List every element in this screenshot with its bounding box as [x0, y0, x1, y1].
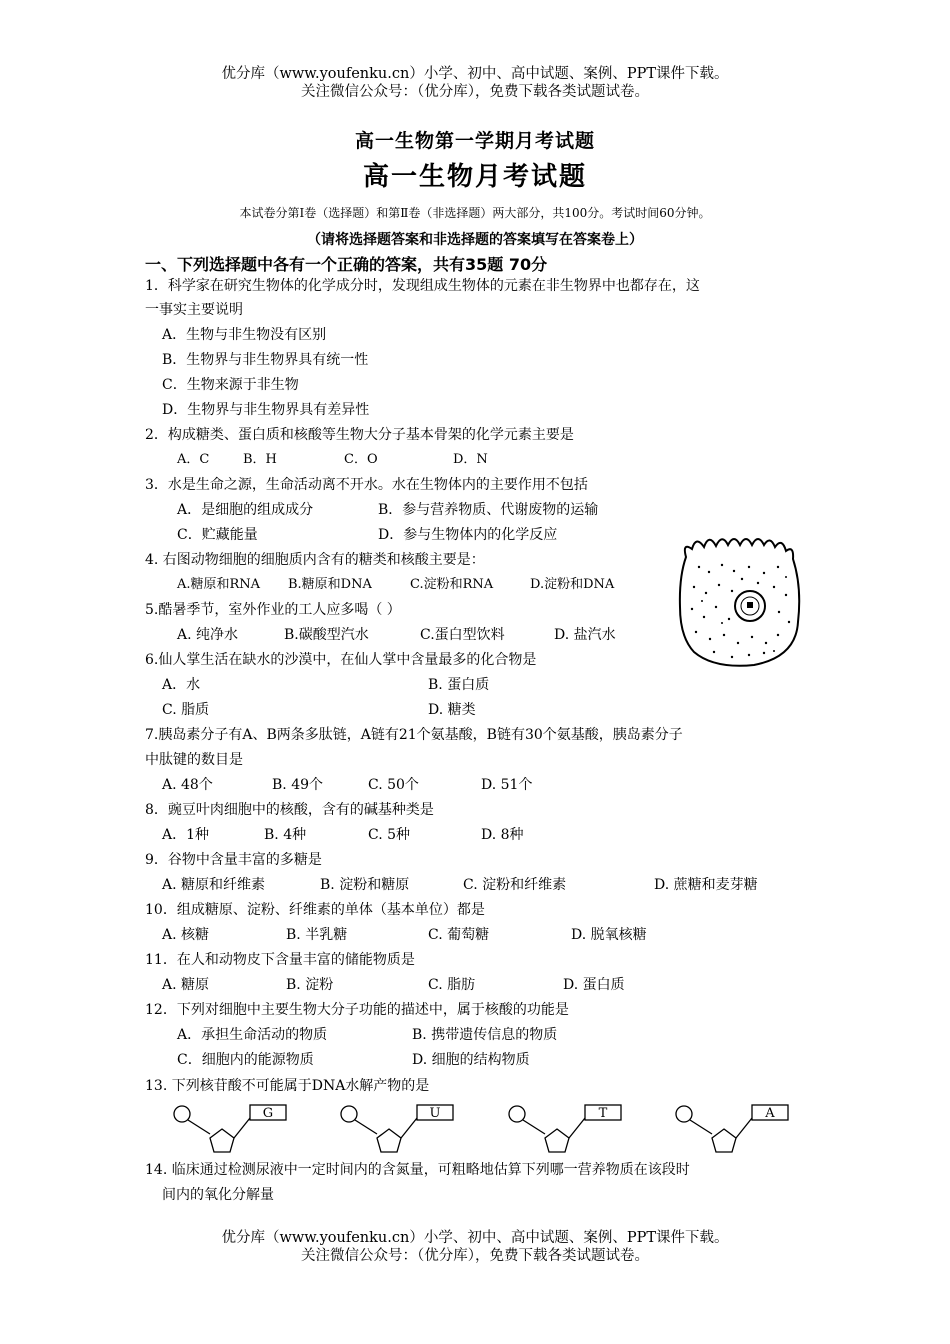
q5-option-b: B.碳酸型汽水	[284, 627, 369, 643]
q1-option-c: C．生物来源于非生物	[162, 377, 299, 393]
document-title: 高一生物第一学期月考试题	[354, 130, 595, 152]
q7-option-a: A. 48个	[162, 777, 213, 793]
q9-stem: 9．谷物中含量丰富的多糖是	[145, 852, 322, 868]
nucleotide-t	[505, 1100, 625, 1162]
q4-option-a: A.糖原和RNA	[177, 577, 261, 592]
q11-option-c: C. 脂肪	[428, 977, 476, 993]
q6-option-c: C. 脂质	[162, 702, 210, 718]
q3-option-b: B．参与营养物质、代谢废物的运输	[378, 502, 599, 518]
exam-intro: 本试卷分第Ⅰ卷（选择题）和第Ⅱ卷（非选择题）两大部分，共100分。考试时间60分钟。	[239, 206, 711, 220]
nucleotide-base-label: U	[429, 1106, 441, 1121]
header-line-1: 优分库（www.youfenku.cn）小学、初中、高中试题、案例、PPT课件下载。	[221, 66, 729, 82]
q14-stem-1: 14. 临床通过检测尿液中一定时间内的含氮量，可粗略地估算下列哪一营养物质在该段时	[145, 1162, 690, 1178]
q12-option-b: B. 携带遗传信息的物质	[412, 1027, 558, 1043]
nucleotide-g	[170, 1100, 290, 1162]
nucleotide-base-label: G	[262, 1106, 274, 1121]
q5-option-a: A. 纯净水	[177, 627, 239, 643]
q4-option-d: D.淀粉和DNA	[530, 577, 615, 592]
q9-option-c: C. 淀粉和纤维素	[463, 877, 567, 893]
q2-option-b: B．H	[243, 452, 277, 467]
q5-option-d: D. 盐汽水	[554, 627, 616, 643]
answer-note: （请将选择题答案和非选择题的答案填写在答案卷上）	[307, 232, 643, 248]
q11-option-d: D. 蛋白质	[563, 977, 625, 993]
footer-line-1: 优分库（www.youfenku.cn）小学、初中、高中试题、案例、PPT课件下载。	[221, 1230, 729, 1246]
animal-cell-figure	[674, 527, 814, 672]
q7-option-b: B. 49个	[272, 777, 324, 793]
q6-stem: 6.仙人掌生活在缺水的沙漠中，在仙人掌中含量最多的化合物是	[145, 652, 537, 668]
q12-stem: 12．下列对细胞中主要生物大分子功能的描述中，属于核酸的功能是	[145, 1002, 569, 1018]
q4-stem: 4. 右图动物细胞的细胞质内含有的糖类和核酸主要是：	[145, 552, 485, 568]
q2-option-a: A．C	[177, 452, 210, 467]
q11-option-b: B. 淀粉	[286, 977, 334, 993]
q9-option-a: A. 糖原和纤维素	[162, 877, 266, 893]
q8-option-c: C. 5种	[368, 827, 411, 843]
nucleotide-base-label: A	[765, 1106, 775, 1121]
q5-stem: 5.酷暑季节，室外作业的工人应多喝（ ）	[145, 602, 401, 618]
nucleotide-u	[337, 1100, 457, 1162]
q12-option-d: D. 细胞的结构物质	[412, 1052, 530, 1068]
q1-stem-1: 1．科学家在研究生物体的化学成分时，发现组成生物体的元素在非生物界中也都存在，这	[145, 278, 700, 294]
q1-stem-2: 一事实主要说明	[145, 302, 243, 318]
q12-option-c: C．细胞内的能源物质	[177, 1052, 314, 1068]
q7-stem-2: 中肽键的数目是	[145, 752, 243, 768]
q11-option-a: A. 糖原	[162, 977, 210, 993]
q1-option-b: B．生物界与非生物界具有统一性	[162, 352, 369, 368]
q2-option-d: D．N	[453, 452, 488, 467]
header-line-2: 关注微信公众号：（优分库），免费下载各类试题试卷。	[301, 84, 649, 100]
q10-option-b: B. 半乳糖	[286, 927, 348, 943]
q4-option-b: B.糖原和DNA	[288, 577, 372, 592]
nucleotide-base-label: T	[598, 1106, 608, 1121]
footer-line-2: 关注微信公众号：（优分库），免费下载各类试题试卷。	[301, 1248, 649, 1264]
q7-option-d: D. 51个	[481, 777, 533, 793]
q10-option-d: D. 脱氧核糖	[571, 927, 647, 943]
nucleotide-a	[672, 1100, 792, 1162]
q9-option-d: D. 蔗糖和麦芽糖	[654, 877, 758, 893]
q10-option-a: A. 核糖	[162, 927, 210, 943]
q1-option-d: D．生物界与非生物界具有差异性	[162, 402, 370, 418]
q14-stem-2: 间内的氧化分解量	[162, 1187, 274, 1203]
q10-option-c: C. 葡萄糖	[428, 927, 490, 943]
q8-option-d: D. 8种	[481, 827, 524, 843]
q1-option-a: A．生物与非生物没有区别	[162, 327, 327, 343]
q8-option-b: B. 4种	[264, 827, 307, 843]
q6-option-a: A．水	[162, 677, 201, 693]
q13-stem: 13. 下列核苷酸不可能属于DNA水解产物的是	[145, 1078, 430, 1094]
q6-option-d: D. 糖类	[428, 702, 476, 718]
q12-option-a: A．承担生命活动的物质	[177, 1027, 328, 1043]
q2-option-c: C．O	[344, 452, 378, 467]
q7-stem-1: 7.胰岛素分子有A、B两条多肽链，A链有21个氨基酸，B链有30个氨基酸，胰岛素分子	[145, 727, 683, 743]
section-1-heading: 一、下列选择题中各有一个正确的答案，共有35题 70分	[145, 255, 548, 274]
q3-stem: 3．水是生命之源，生命活动离不开水。水在生物体内的主要作用不包括	[145, 477, 588, 493]
q4-option-c: C.淀粉和RNA	[410, 577, 494, 592]
q5-option-c: C.蛋白型饮料	[420, 627, 505, 643]
q11-stem: 11．在人和动物皮下含量丰富的储能物质是	[145, 952, 415, 968]
document-subtitle: 高一生物月考试题	[362, 162, 587, 192]
q6-option-b: B. 蛋白质	[428, 677, 490, 693]
q3-option-a: A．是细胞的组成成分	[177, 502, 314, 518]
q3-option-d: D．参与生物体内的化学反应	[378, 527, 558, 543]
q2-stem: 2．构成糖类、蛋白质和核酸等生物大分子基本骨架的化学元素主要是	[145, 427, 574, 443]
q8-stem: 8．豌豆叶肉细胞中的核酸，含有的碱基种类是	[145, 802, 434, 818]
q8-option-a: A．1种	[162, 827, 210, 843]
q3-option-c: C．贮藏能量	[177, 527, 258, 543]
q9-option-b: B. 淀粉和糖原	[320, 877, 410, 893]
q10-stem: 10．组成糖原、淀粉、纤维素的单体（基本单位）都是	[145, 902, 485, 918]
q7-option-c: C. 50个	[368, 777, 419, 793]
